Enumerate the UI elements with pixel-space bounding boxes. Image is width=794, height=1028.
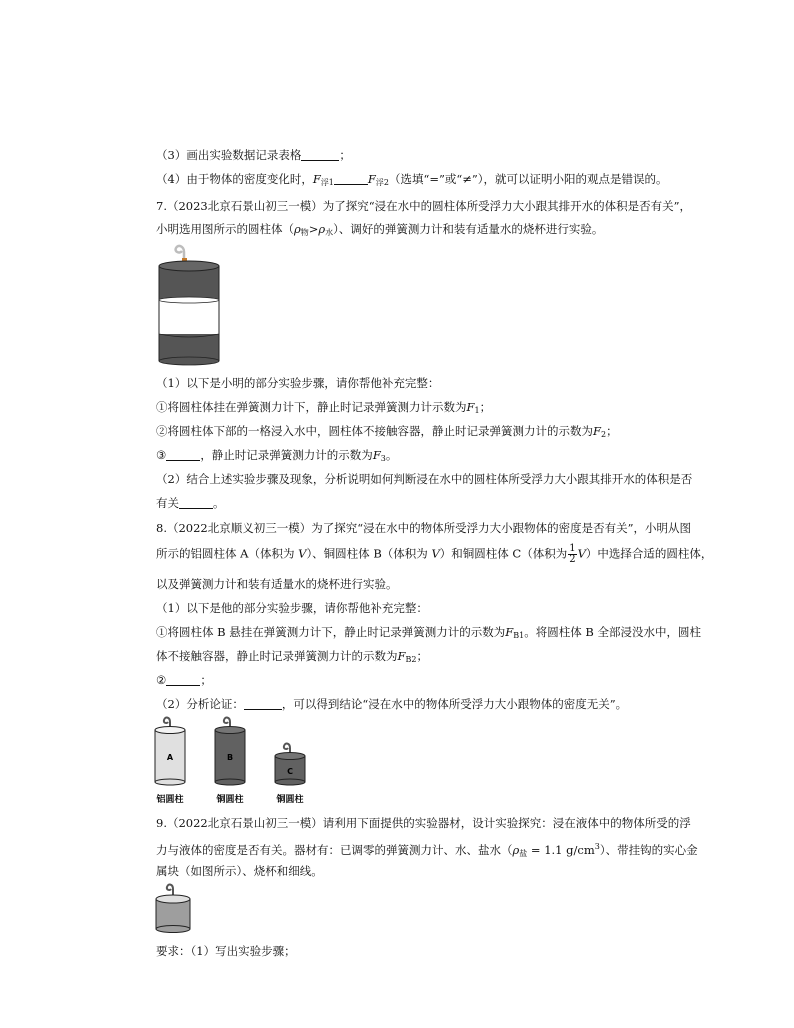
caption-copper-cylinder-b: 铜圆柱: [216, 795, 244, 805]
q8-part2: （2）分析论证： ，可以得到结论“浸在水中的物体所受浮力大小跟物体的密度无关”。: [156, 697, 628, 711]
q8-step2: ② ；: [156, 673, 212, 687]
striped-cylinder-figure: [150, 240, 230, 368]
q6-item3: （3）画出实验数据记录表格 ；: [156, 148, 351, 162]
cylinder-label-c: C: [287, 767, 293, 776]
metal-block-figure: [150, 880, 196, 936]
answer-blank[interactable]: [244, 697, 282, 710]
copper-cylinder-c-figure: [270, 740, 310, 788]
q7-step3: ③ ，静止时记录弹簧测力计的示数为$F_3$。: [156, 448, 398, 463]
q7-part2-cont: 有关 。: [156, 496, 225, 510]
caption-aluminum-cylinder: 铝圆柱: [156, 795, 184, 805]
q7-title: 7.（2023北京石景山初三一模）为了探究“浸在水中的圆柱体所受浮力大小跟其排开水的体积是否有关”，: [156, 199, 691, 213]
q7-step1: ①将圆柱体挂在弹簧测力计下，静止时记录弹簧测力计示数为$F_1$；: [156, 400, 492, 415]
q9-requirement: 要求：（1）写出实验步骤；: [156, 944, 296, 958]
q8-step1-cont: 体不接触容器，静止时记录弹簧测力计的示数为$F_{B2}$；: [156, 649, 428, 664]
q7-step-intro: （1）以下是小明的部分实验步骤，请你帮他补充完整：: [156, 376, 440, 390]
q9-line2: 力与液体的密度是否有关。器材有：已调零的弹簧测力计、水、盐水（$\rho_盐 = 1.1$ $g/cm^3$）、带挂钩的实心金: [156, 842, 698, 858]
q7-step2: ②将圆柱体下部的一格浸入水中，圆柱体不接触容器，静止时记录弹簧测力计的示数为$F_2$；: [156, 424, 618, 439]
answer-blank[interactable]: [166, 673, 200, 686]
copper-cylinder-b-figure: [210, 714, 250, 788]
q9-title: 9.（2022北京石景山初三一模）请利用下面提供的实验器材，设计实验探究：浸在液体中的物体所受的浮: [156, 816, 691, 830]
answer-blank[interactable]: [334, 172, 368, 185]
q9-line3: 属块（如图所示）、烧杯和细线。: [156, 864, 323, 878]
hook-icon: [167, 885, 173, 896]
q8-step-intro: （1）以下是他的部分实验步骤，请你帮他补充完整：: [156, 601, 428, 615]
q6-item4: （4）由于物体的密度变化时，$F_{浮1}$ $F_{浮2}$（选填“=”或“≠”），就可以证明小阳的观点是错误的。: [156, 172, 668, 187]
answer-blank[interactable]: [179, 496, 213, 509]
answer-blank[interactable]: [301, 148, 339, 161]
q8-line3: 以及弹簧测力计和装有适量水的烧杯进行实验。: [156, 577, 398, 591]
q8-title: 8.（2022北京顺义初三一模）为了探究“浸在水中的物体所受浮力大小跟物体的密度是否有关”，小明从图: [156, 521, 691, 535]
cylinder-label-a: A: [166, 753, 174, 762]
q7-line2: 小明选用图所示的圆柱体$(\rho_物>\rho_水)$、调好的弹簧测力计和装有适量水的烧杯进行实验。: [156, 222, 604, 237]
fraction: $\frac{1}{2}$: [569, 543, 576, 565]
answer-blank[interactable]: [166, 448, 200, 461]
caption-copper-cylinder-c: 铜圆柱: [276, 795, 304, 805]
aluminum-cylinder-a-figure: [150, 714, 190, 788]
q7-part2: （2）结合上述实验步骤及现象，分析说明如何判断浸在水中的圆柱体所受浮力大小跟其排开水的体积是否: [156, 472, 693, 486]
q8-step1: ①将圆柱体 B 悬挂在弹簧测力计下，静止时记录弹簧测力计的示数为$F_{B1}$。将圆柱体 B 全部浸没水中，圆柱: [156, 625, 701, 640]
q8-line2: 所示的铝圆柱体 A（体积为 V）、铜圆柱体 B（体积为 V）和铜圆柱体 C（体积为 $\frac{1}{2}$ V）中选择合适的圆柱体，: [156, 543, 713, 565]
cylinder-label-b: B: [226, 753, 234, 762]
